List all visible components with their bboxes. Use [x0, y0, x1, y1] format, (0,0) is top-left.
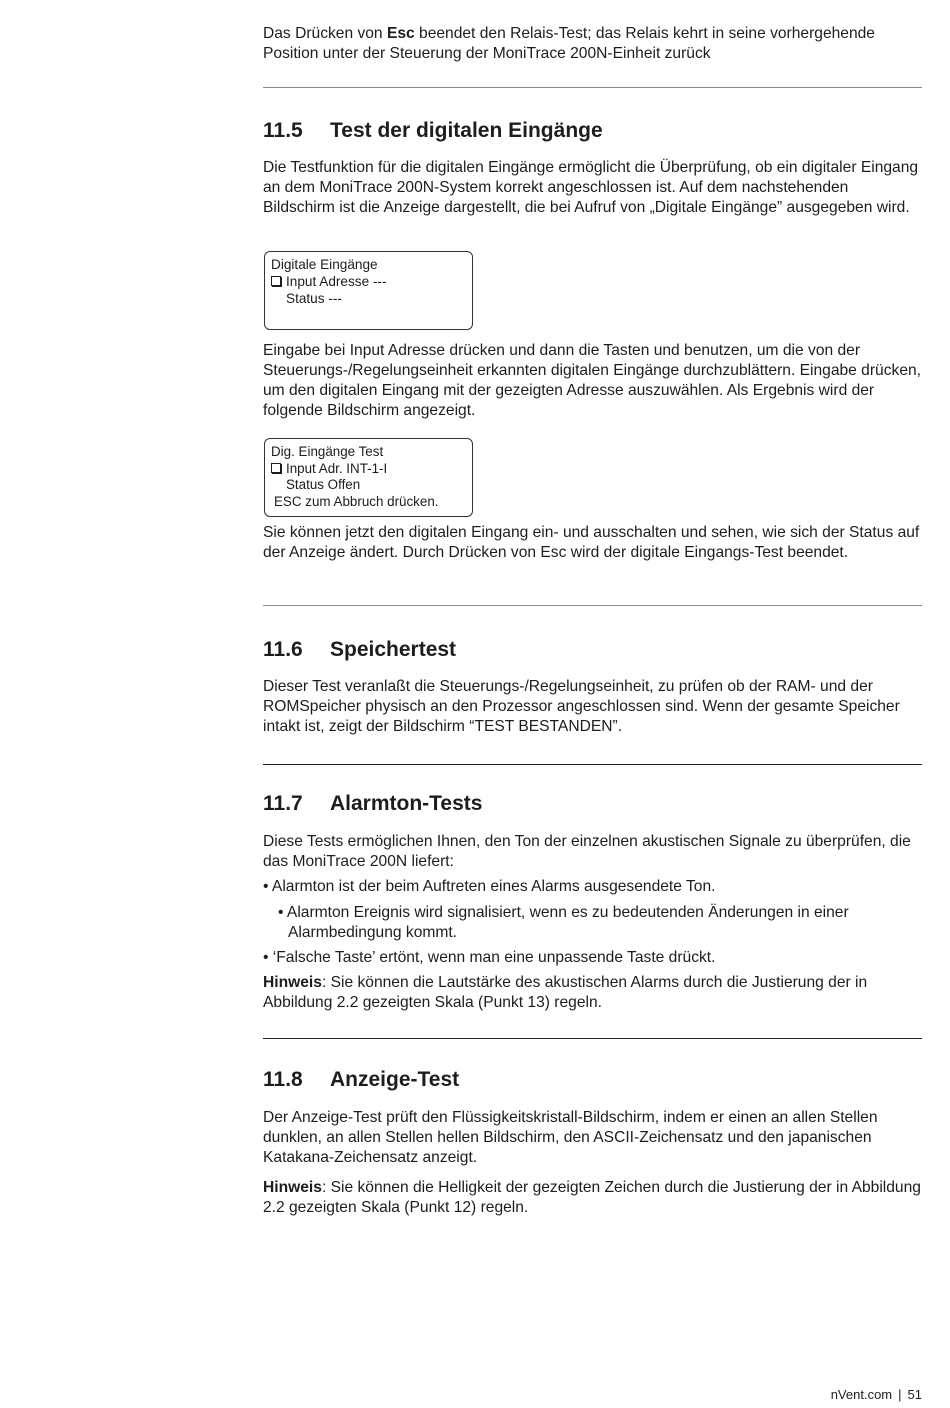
- note-label: Hinweis: [263, 974, 322, 991]
- lcd-line: Status ---: [286, 290, 342, 306]
- checkbox-icon: [271, 463, 281, 473]
- section-heading-11-6: [263, 637, 456, 663]
- intro-text-end: beendet den Relais-Test; das Relais kehrt in seine vorhergehende Position unter der Steuerung der MoniTrace 200N-Einheit zurück: [263, 25, 875, 62]
- bullet-item: • Alarmton ist der beim Auftreten eines Alarms ausgesendete Ton.: [263, 878, 716, 895]
- lcd-line: Digitale Eingänge: [271, 257, 378, 272]
- intro-text: Das Drücken von: [263, 25, 387, 42]
- bullet-item: • Alarmton Ereignis wird signalisiert, wenn es zu bedeutenden Änderungen in einer Alarmbedingung kommt.: [278, 904, 849, 941]
- section-divider: [263, 1038, 922, 1039]
- section-number: 11.7: [263, 792, 303, 815]
- lcd-line-text: Input Adr. INT-1-I: [286, 460, 388, 476]
- lcd-line: [271, 461, 466, 478]
- section-title: Test der digitalen Eingänge: [330, 119, 603, 142]
- paragraph: Sie können jetzt den digitalen Eingang ein- und ausschalten und sehen, wie sich der Status auf der Anzeige ändert. Durch Drücken von Esc wird der digitale Eingangs-Test beendet.: [263, 524, 920, 561]
- footer-site: nVent.com: [830, 1387, 893, 1402]
- section-number: 11.5: [263, 119, 303, 142]
- paragraph: Diese Tests ermöglichen Ihnen, den Ton der einzelnen akustischen Signale zu überprüfen, die das MoniTrace 200N liefert:: [263, 833, 911, 870]
- paragraph: Dieser Test veranlaßt die Steuerungs-/Regelungseinheit, zu prüfen ob der RAM- und der ROMSpeicher physisch an den Prozessor angeschlossen sind. Wenn der gesamte Speicher intakt ist, zeigt der Bildschirm “TEST BESTANDEN”.: [263, 678, 900, 735]
- paragraph: Die Testfunktion für die digitalen Eingänge ermöglicht die Überprüfung, ob ein digitaler Eingang an dem MoniTrace 200N-System korrekt angeschlossen ist. Auf dem nachstehenden Bildschirm ist die Anzeige dargestellt, die bei Aufruf von „Digitale Eingänge” ausgegeben wird.: [263, 159, 919, 216]
- lcd-line: Dig. Eingänge Test: [271, 444, 384, 459]
- lcd-screen-digital-inputs: [264, 251, 473, 330]
- lcd-line-text: Input Adresse ---: [286, 273, 387, 289]
- lcd-line: [271, 274, 466, 291]
- note-paragraph: [263, 1178, 922, 1218]
- section-heading-11-8: [263, 1067, 459, 1093]
- note-label: Hinweis: [263, 1179, 322, 1196]
- paragraph: Eingabe bei Input Adresse drücken und dann die Tasten und benutzen, um die von der Steuerungs-/Regelungseinheit erkannten digitalen Eingänge durchzublättern. Eingabe drücken, um den digitalen Eingang mit der gezeigten Adresse auszuwählen. Als Ergebnis wird der folgende Bildschirm angezeigt.: [263, 342, 921, 419]
- section-divider: [263, 605, 922, 606]
- footer-separator: |: [898, 1387, 902, 1402]
- section-title: Anzeige-Test: [330, 1068, 460, 1091]
- note-paragraph: [263, 973, 922, 1013]
- section-title: Speichertest: [330, 638, 457, 661]
- lcd-screen-digital-input-test: [264, 438, 473, 517]
- esc-key-label: Esc: [386, 25, 415, 42]
- note-text: : Sie können die Lautstärke des akustischen Alarms durch die Justierung der in Abbildung 2.2 gezeigten Skala (Punkt 13) regeln.: [263, 974, 868, 1011]
- note-text: : Sie können die Helligkeit der gezeigten Zeichen durch die Justierung der in Abbildung 2.2 gezeigten Skala (Punkt 12) regeln.: [263, 1179, 921, 1216]
- lcd-line: ESC zum Abbruch drücken.: [274, 493, 439, 509]
- section-number: 11.6: [263, 638, 303, 661]
- page-footer: [831, 1387, 922, 1403]
- section-divider: [263, 764, 922, 765]
- section-heading-11-7: [263, 791, 482, 817]
- page-number: 51: [907, 1387, 922, 1402]
- checkbox-icon: [271, 276, 281, 286]
- section-divider: [263, 87, 922, 88]
- bullet-item: • ‘Falsche Taste’ ertönt, wenn man eine unpassende Taste drückt.: [263, 949, 716, 966]
- paragraph: Der Anzeige-Test prüft den Flüssigkeitskristall-Bildschirm, indem er einen an allen Stellen dunklen, an allen Stellen hellen Bildschirm, den ASCII-Zeichensatz und den japanischen Katakana-Zeichensatz anzeigt.: [263, 1109, 878, 1166]
- intro-paragraph: [263, 24, 922, 64]
- section-number: 11.8: [263, 1068, 303, 1091]
- section-title: Alarmton-Tests: [330, 792, 483, 815]
- lcd-line: Status Offen: [286, 477, 361, 493]
- section-heading-11-5: [263, 118, 603, 144]
